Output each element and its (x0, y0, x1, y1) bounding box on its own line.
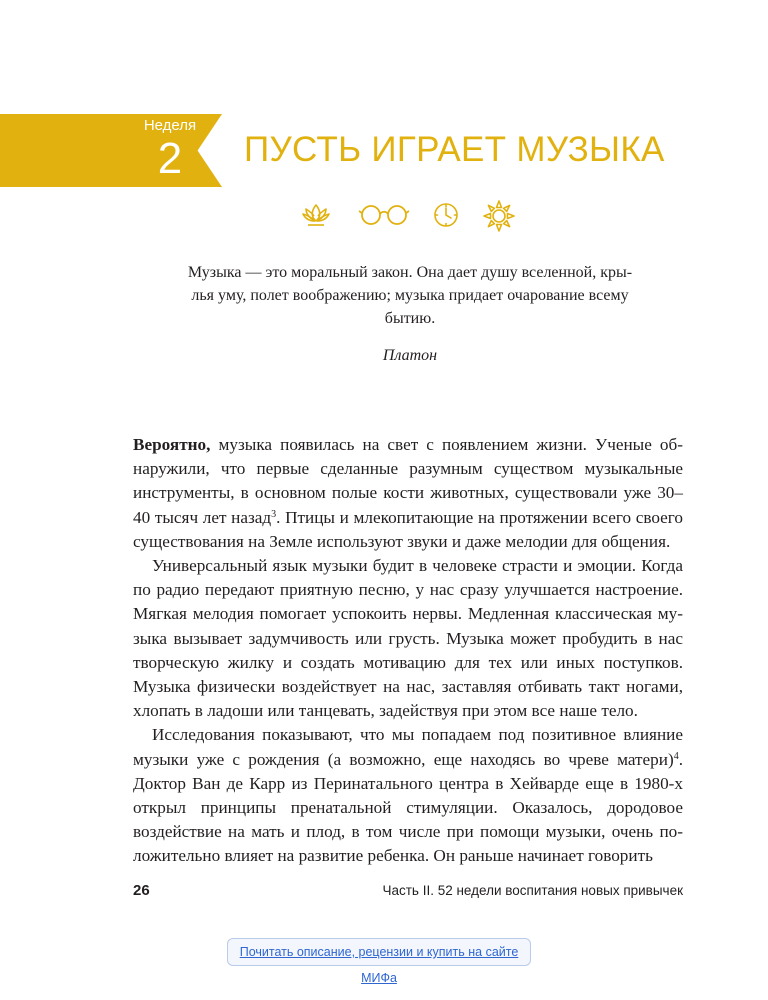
epigraph-line: лья уму, полет воображению; музыка придает очарование всему (191, 287, 629, 304)
footnote-ref[interactable]: 3 (271, 508, 277, 520)
buy-book-link[interactable]: Почитать описание, рецензии и купить на сайте МИФа (227, 938, 531, 966)
epigraph (150, 261, 670, 367)
paragraph-text: музыка появилась на свет с появлением жизни. Ученые обнаружили, что первые сделанные разумным существом музыкальные инструменты, в основном полые кости животных, существовали уже 30–40 тысяч лет назад (133, 435, 683, 527)
paragraph-text: . Доктор Ван де Карр из Перинатального центра в Хейварде еще в 1980-х открыл принципы пренатальной стимуляции. Оказалось, дородовое воздействие на мать и плод, в том числе при помощи музыки, очень положительно влияет на развитие ребенка. Он раньше начинает говорить (133, 749, 683, 866)
lotus-icon (300, 200, 332, 230)
clock-icon (432, 200, 460, 230)
paragraph-text: Исследования показывают, что мы попадаем под позитивное влияние музыки уже с рождения (а возможно, еще находясь во чреве матери) (133, 725, 683, 769)
paragraph (133, 433, 683, 554)
paragraph: Универсальный язык музыки будит в человеке страсти и эмоции. Когда по радио передают приятную песню, у нас сразу улучшается настроение. Мягкая мелодия помогает успокоить нервы. Медленная классическая музыка вызывает задумчивость или грусть. Музыка может пробудить в нас творческую жилку и создать мотивацию для тех или иных поступков. Музыка физически воздействует на нас, заставляя отбивать такт ногами, хлопать в ладоши или танцевать, задействуя при этом все наше тело. (133, 556, 683, 721)
paragraph-text: . Птицы и млекопитающие на протяжении всего своего существования на Земле используют звуки и даже мелодии для общения. (133, 507, 683, 551)
glasses-icon (358, 200, 410, 230)
body-text (133, 433, 683, 869)
sun-icon (483, 200, 515, 232)
chapter-icons (300, 200, 520, 232)
page-number: 26 (133, 882, 150, 899)
week-label: Неделя (143, 117, 197, 134)
epigraph-line: бытию. (384, 310, 436, 327)
epigraph-author: Платон (382, 347, 438, 364)
chapter-title: ПУСТЬ ИГРАЕТ МУЗЫКА (244, 130, 665, 169)
running-footer: Часть II. 52 недели воспитания новых привычек (382, 883, 683, 898)
paragraph (133, 723, 683, 868)
lead-word: Вероятно, (133, 435, 211, 454)
footnote-ref[interactable]: 4 (673, 750, 679, 762)
week-number: 2 (157, 134, 183, 183)
epigraph-line: Музыка — это моральный закон. Она дает душу вселенной, кры- (187, 264, 633, 281)
